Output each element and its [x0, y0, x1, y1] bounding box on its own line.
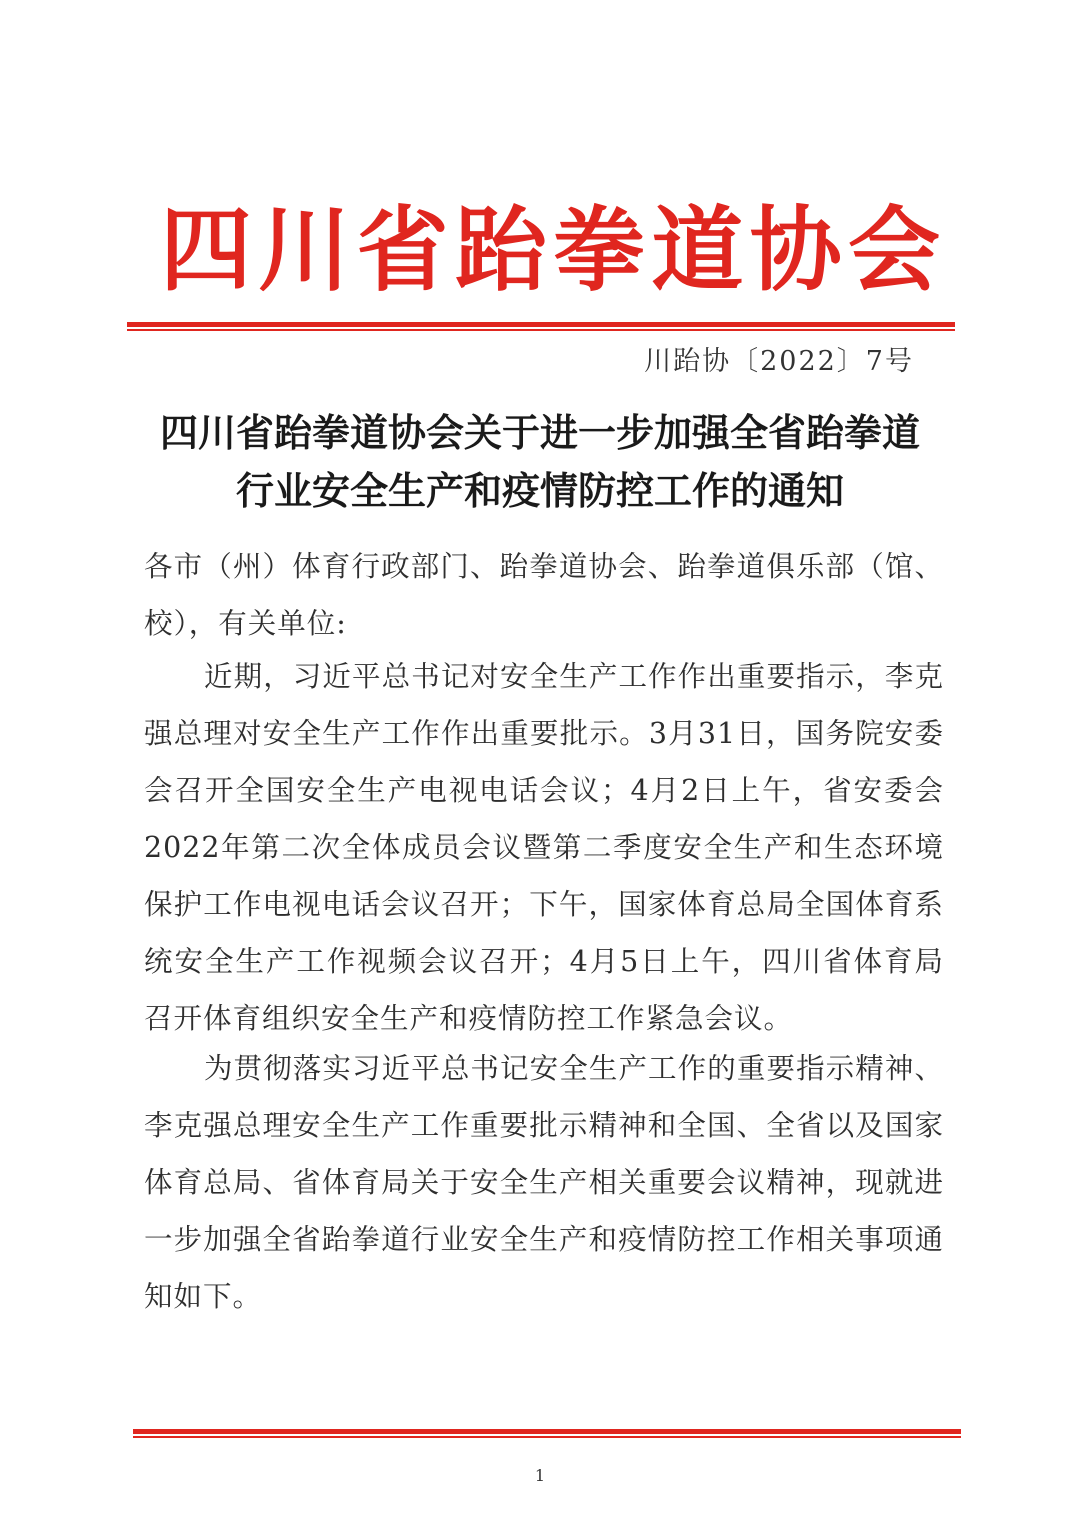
- document-title-line-1: 四川省跆拳道协会关于进一步加强全省跆拳道: [159, 410, 920, 455]
- paragraph-text: 近期，习近平总书记对安全生产工作作出重要指示，李克强总理对安全生产工作作出重要批示。3月31日，国务院安委会召开全国安全生产电视电话会议；4月2日上午，省安委会2022年第二次全体成员会议暨第二季度安全生产和生态环境保护工作电视电话会议召开；下午，国家体育总局全国体育系统安全生产工作视频会议召开；4月5日上午，四川省体育局召开体育组织安全生产和疫情防控工作紧急会议。: [144, 660, 944, 1035]
- letterhead-char: 跆: [454, 196, 547, 304]
- footer-red-rule: [133, 1429, 961, 1438]
- body-paragraph-2: [144, 1040, 944, 1325]
- body-paragraph-1: [144, 648, 944, 1047]
- letterhead-char: 会: [847, 196, 940, 304]
- header-red-rule: [127, 322, 955, 331]
- letterhead-char: 拳: [553, 196, 646, 304]
- salutation: [144, 538, 944, 652]
- header-red-rule-thick: [127, 322, 955, 327]
- header-red-rule-thin: [127, 329, 955, 331]
- salutation-text: 各市（州）体育行政部门、跆拳道协会、跆拳道俱乐部（馆、校），有关单位:: [144, 550, 944, 640]
- letterhead-char: 川: [258, 196, 351, 304]
- letterhead-char: 协: [749, 196, 842, 304]
- letterhead-char: 道: [651, 196, 744, 304]
- document-title-line-2: 行业安全生产和疫情防控工作的通知: [235, 468, 844, 513]
- page-number: 1: [534, 1466, 546, 1485]
- footer-red-rule-thick: [133, 1429, 961, 1434]
- letterhead-char: 四: [160, 196, 253, 304]
- letterhead-title: [160, 195, 940, 305]
- footer-red-rule-thin: [133, 1436, 961, 1438]
- letterhead-char: 省: [356, 196, 449, 304]
- paragraph-text: 为贯彻落实习近平总书记安全生产工作的重要指示精神、李克强总理安全生产工作重要批示精神和全国、全省以及国家体育总局、省体育局关于安全生产相关重要会议精神，现就进一步加强全省跆拳道行业安全生产和疫情防控工作相关事项通知如下。: [144, 1052, 944, 1313]
- document-number: 川跆协〔2022〕7号: [644, 346, 914, 377]
